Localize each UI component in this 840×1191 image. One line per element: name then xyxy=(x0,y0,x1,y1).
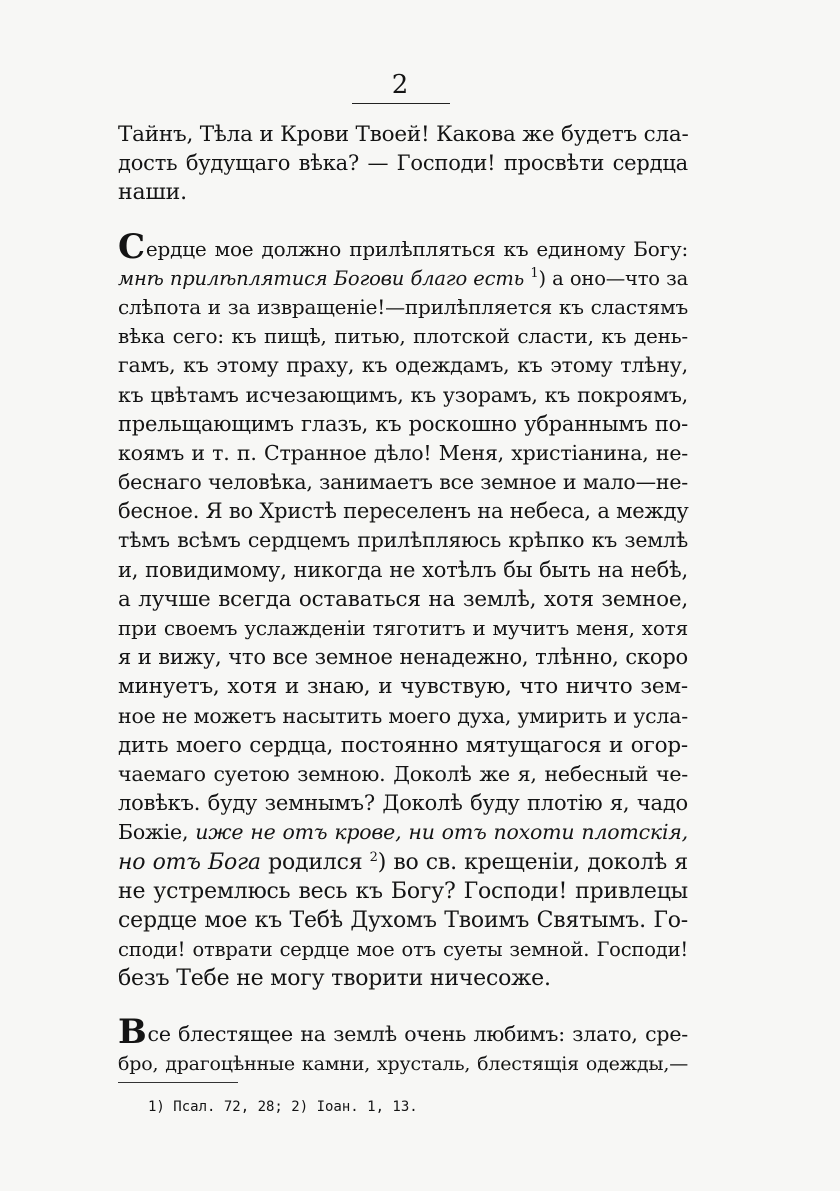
text-line: не устремлюсь весь къ Богу? Господи! привлецы xyxy=(118,878,688,904)
text-line: тѣмъ всѣмъ сердцемъ прилѣпляюсь крѣпко къ землѣ xyxy=(118,528,688,553)
text-line: слѣпота и за извращеніе!—прилѣпляется къ сластямъ xyxy=(118,294,688,319)
text-line: къ цвѣтамъ исчезающимъ, къ узорамъ, къ покроямъ, xyxy=(118,382,688,407)
text-line: минуетъ, хотя и знаю, и чувствую, что ничто зем- xyxy=(118,674,688,700)
text-line xyxy=(118,1012,688,1053)
text-line: ловѣкъ. буду земнымъ? Доколѣ буду плотію я, чадо xyxy=(118,791,688,816)
paragraph-gap xyxy=(118,208,688,235)
footnote: 1) Псал. 72, 28; 2) Іоан. 1, 13. xyxy=(148,1099,418,1115)
text-line: беснаго человѣка, занимаетъ все земное и мало—не- xyxy=(118,470,688,495)
text-line: Тайнъ, Тѣла и Крови Твоей! Какова же будетъ сла- xyxy=(118,122,689,147)
text-segment: Божіе, xyxy=(118,820,196,845)
text-line: чаемаго суетою земною. Доколѣ же я, небесный че- xyxy=(118,761,688,786)
drop-initial: С xyxy=(118,226,145,267)
text-line: при своемъ услажденіи тяготитъ и мучитъ меня, хотя xyxy=(118,616,688,640)
drop-initial: В xyxy=(118,1012,147,1053)
text-line: и, повидимому, никогда не хотѣлъ бы быть на небѣ, xyxy=(118,557,688,582)
italic-quote: но отъ Бога xyxy=(118,849,261,875)
body-text xyxy=(118,120,688,1079)
text-line: вѣка сего: къ пищѣ, питью, плотской сласти, къ день- xyxy=(118,324,688,349)
text-line: а лучше всегда оставаться на землѣ, хотя земное, xyxy=(118,586,688,612)
text-line: споди! отврати сердце мое отъ суеты земной. Господи! xyxy=(118,938,688,962)
page-number: 2 xyxy=(391,70,409,100)
footnote-ref: 2 xyxy=(369,849,378,865)
italic-quote: иже не отъ крове, ни отъ похоти плотскія, xyxy=(195,820,688,845)
text-line: наши. xyxy=(118,180,187,206)
text-segment: ердце мое должно прилѣпляться къ единому Богу: xyxy=(145,236,688,261)
text-line: бро, драгоцѣнные камни, хрусталь, блестящія одежды,— xyxy=(118,1052,688,1075)
text-line xyxy=(118,226,688,267)
text-line xyxy=(118,264,688,293)
text-line: дить моего сердца, постоянно мятущагося и огор- xyxy=(118,732,688,758)
text-line: гамъ, къ этому праху, къ одеждамъ, къ этому тлѣну, xyxy=(118,353,688,378)
text-segment: родился xyxy=(260,849,370,875)
text-line: ное не можетъ насытить моего духа, умирить и усла- xyxy=(118,703,688,728)
text-line xyxy=(118,848,688,877)
text-line: коямъ и т. п. Странное дѣло! Меня, христіанина, не- xyxy=(118,440,688,465)
text-segment: ) во св. крещеніи, доколѣ я xyxy=(377,849,688,875)
footnote-rule xyxy=(118,1082,238,1083)
page-number-rule xyxy=(352,103,450,104)
text-line: дость будущаго вѣка? — Господи! просвѣти сердца xyxy=(118,151,688,176)
text-line: я и вижу, что все земное ненадежно, тлѣнно, скоро xyxy=(118,645,688,670)
footnote-ref: 1 xyxy=(530,265,539,281)
text-line: безъ Тебе не могу творити ничесоже. xyxy=(118,966,551,992)
text-line xyxy=(118,818,688,847)
text-line: сердце мое къ Тебѣ Духомъ Твоимъ Святымъ. Го- xyxy=(118,907,688,933)
italic-quote: мнѣ прилѣплятися Богови благо есть xyxy=(118,266,525,290)
text-line: бесное. Я во Христѣ переселенъ на небеса, а между xyxy=(118,499,689,524)
text-line: прельщающимъ глазъ, къ роскошно убраннымъ по- xyxy=(118,411,688,436)
text-segment: се блестящее на землѣ очень любимъ: злато, сре- xyxy=(147,1022,688,1047)
text-segment: ) а оно—что за xyxy=(538,266,689,290)
paragraph-gap xyxy=(118,993,688,1020)
